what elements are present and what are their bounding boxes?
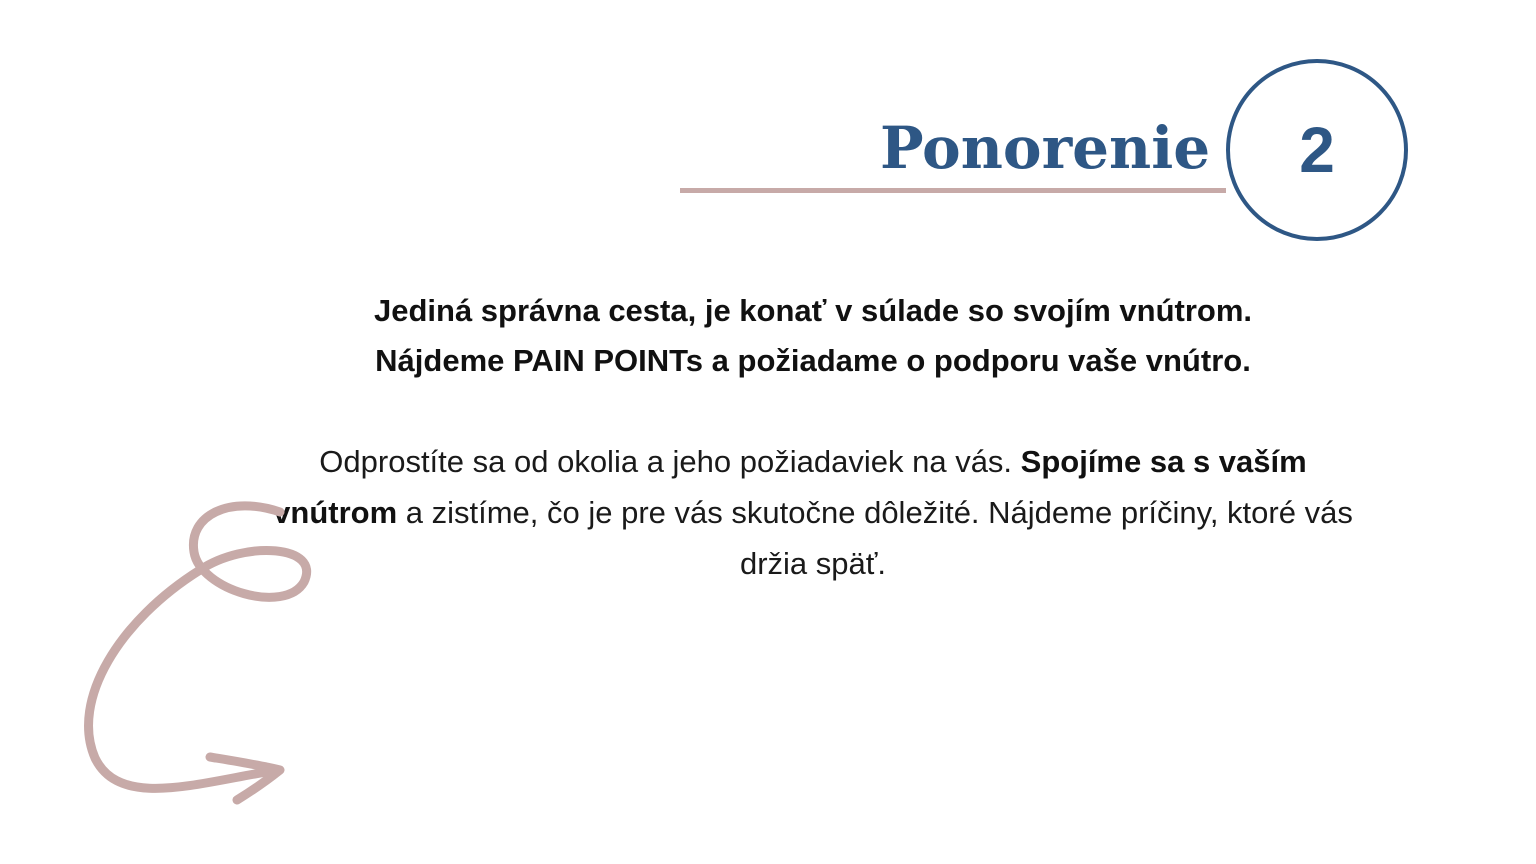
body-paragraph	[260, 436, 1366, 589]
lead-text	[240, 286, 1386, 386]
curly-arrow-right-icon	[60, 490, 330, 820]
step-number: 2	[1299, 114, 1335, 186]
body-text-emphasis: Spojíme sa s vaším vnútrom	[273, 444, 1307, 530]
lead-line-1: Jediná správna cesta, je konať v súlade so svojím vnútrom.	[373, 293, 1253, 328]
lead-line-2: Nájdeme PAIN POINTs a požiadame o podporu vaše vnútro.	[375, 343, 1251, 378]
page-title: Ponorenie	[880, 114, 1211, 182]
body-text-part-1: Odprostíte sa od okolia a jeho požiadaviek na vás.	[319, 444, 1021, 479]
body-text-part-3: a zistíme, čo je pre vás skutočne dôležité. Nájdeme príčiny, ktoré vás držia späť.	[397, 495, 1353, 581]
step-badge	[1226, 59, 1408, 241]
title-underline	[680, 188, 1226, 193]
arrow-stroke	[89, 506, 307, 788]
